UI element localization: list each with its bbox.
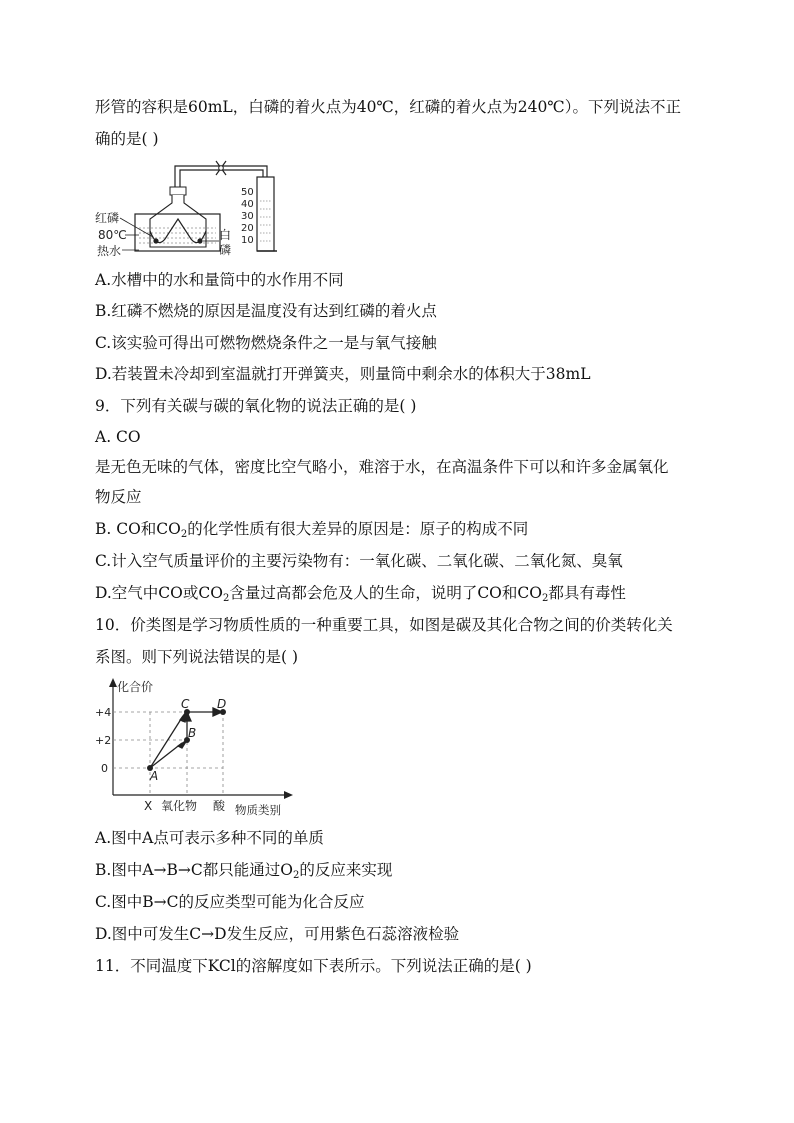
x-tick-x: X bbox=[144, 799, 153, 813]
x-tick-oxide: 氧化物 bbox=[161, 799, 198, 813]
y-axis-title: 化合价 bbox=[117, 680, 154, 694]
q10-option-a: A.图中A点可表示多种不同的单质 bbox=[95, 829, 324, 847]
q8-option-d: D.若装置未冷却到室温就打开弹簧夹，则量筒中剩余水的体积大于38mL bbox=[95, 365, 591, 383]
label-white-phosphorus-1: 白 bbox=[219, 228, 232, 242]
point-label-a: A bbox=[150, 769, 159, 783]
point-label-d: D bbox=[217, 697, 227, 711]
scale-50: 50 bbox=[241, 187, 254, 198]
q9-option-a-line-3: 物反应 bbox=[95, 488, 142, 506]
y-tick-0: 0 bbox=[101, 762, 108, 775]
q8-option-a: A.水槽中的水和量筒中的水作用不同 bbox=[95, 271, 344, 289]
scale-30: 30 bbox=[241, 211, 254, 222]
q9-option-a-line-1: A. CO bbox=[95, 428, 141, 446]
label-white-phosphorus-2: 磷 bbox=[219, 243, 232, 257]
scale-40: 40 bbox=[241, 199, 254, 210]
label-hot-water: 热水 bbox=[97, 244, 122, 258]
x-tick-acid: 酸 bbox=[213, 799, 226, 813]
scale-10: 10 bbox=[241, 235, 254, 246]
q8-stem-line-2: 确的是( ) bbox=[95, 130, 159, 148]
q8-apparatus-figure bbox=[95, 157, 295, 262]
q10-option-b: B.图中A→B→C都只能通过$O_2$的反应来实现 bbox=[95, 861, 393, 881]
x-axis-title: 物质类别 bbox=[235, 803, 281, 817]
q9-option-a-line-2: 是无色无味的气体，密度比空气略小，难溶于水，在高温条件下可以和许多金属氧化 bbox=[95, 458, 669, 476]
q10-stem-line-2: 系图。则下列说法错误的是( ) bbox=[95, 648, 299, 666]
y-tick-plus2: +2 bbox=[95, 734, 112, 747]
q11-stem: 11．不同温度下KCl的溶解度如下表所示。下列说法正确的是( ) bbox=[95, 957, 532, 975]
y-tick-plus4: +4 bbox=[95, 706, 112, 719]
q10-stem-line-1: 10．价类图是学习物质性质的一种重要工具，如图是碳及其化合物之间的价类转化关 bbox=[95, 616, 673, 634]
point-label-c: C bbox=[181, 697, 190, 711]
q10-option-d: D.图中可发生C→D发生反应，可用紫色石蕊溶液检验 bbox=[95, 925, 460, 943]
q8-option-b: B.红磷不燃烧的原因是温度没有达到红磷的着火点 bbox=[95, 302, 437, 320]
q10-option-c: C.图中B→C的反应类型可能为化合反应 bbox=[95, 893, 365, 911]
q8-stem-line-1: 形管的容积是60mL，白磷的着火点为40℃，红磷的着火点为240℃）。下列说法不正 bbox=[95, 98, 681, 116]
point-label-b: B bbox=[188, 726, 197, 740]
label-temperature: 80℃ bbox=[98, 228, 127, 242]
label-red-phosphorus: 红磷 bbox=[95, 211, 120, 225]
q10-valence-chart bbox=[95, 675, 300, 820]
q9-option-d: D.空气中CO或$CO_2$含量过高都会危及人的生命，说明了CO和$CO_2$都具有毒性 bbox=[95, 584, 626, 604]
q9-stem: 9．下列有关碳与碳的氧化物的说法正确的是( ) bbox=[95, 397, 417, 415]
q9-option-b: B. CO和$CO_2$的化学性质有很大差异的原因是：原子的构成不同 bbox=[95, 520, 529, 540]
q9-option-c: C.计入空气质量评价的主要污染物有：一氧化碳、二氧化碳、二氧化氮、臭氧 bbox=[95, 552, 623, 570]
q8-option-c: C.该实验可得出可燃物燃烧条件之一是与氧气接触 bbox=[95, 334, 437, 352]
scale-20: 20 bbox=[241, 223, 254, 234]
